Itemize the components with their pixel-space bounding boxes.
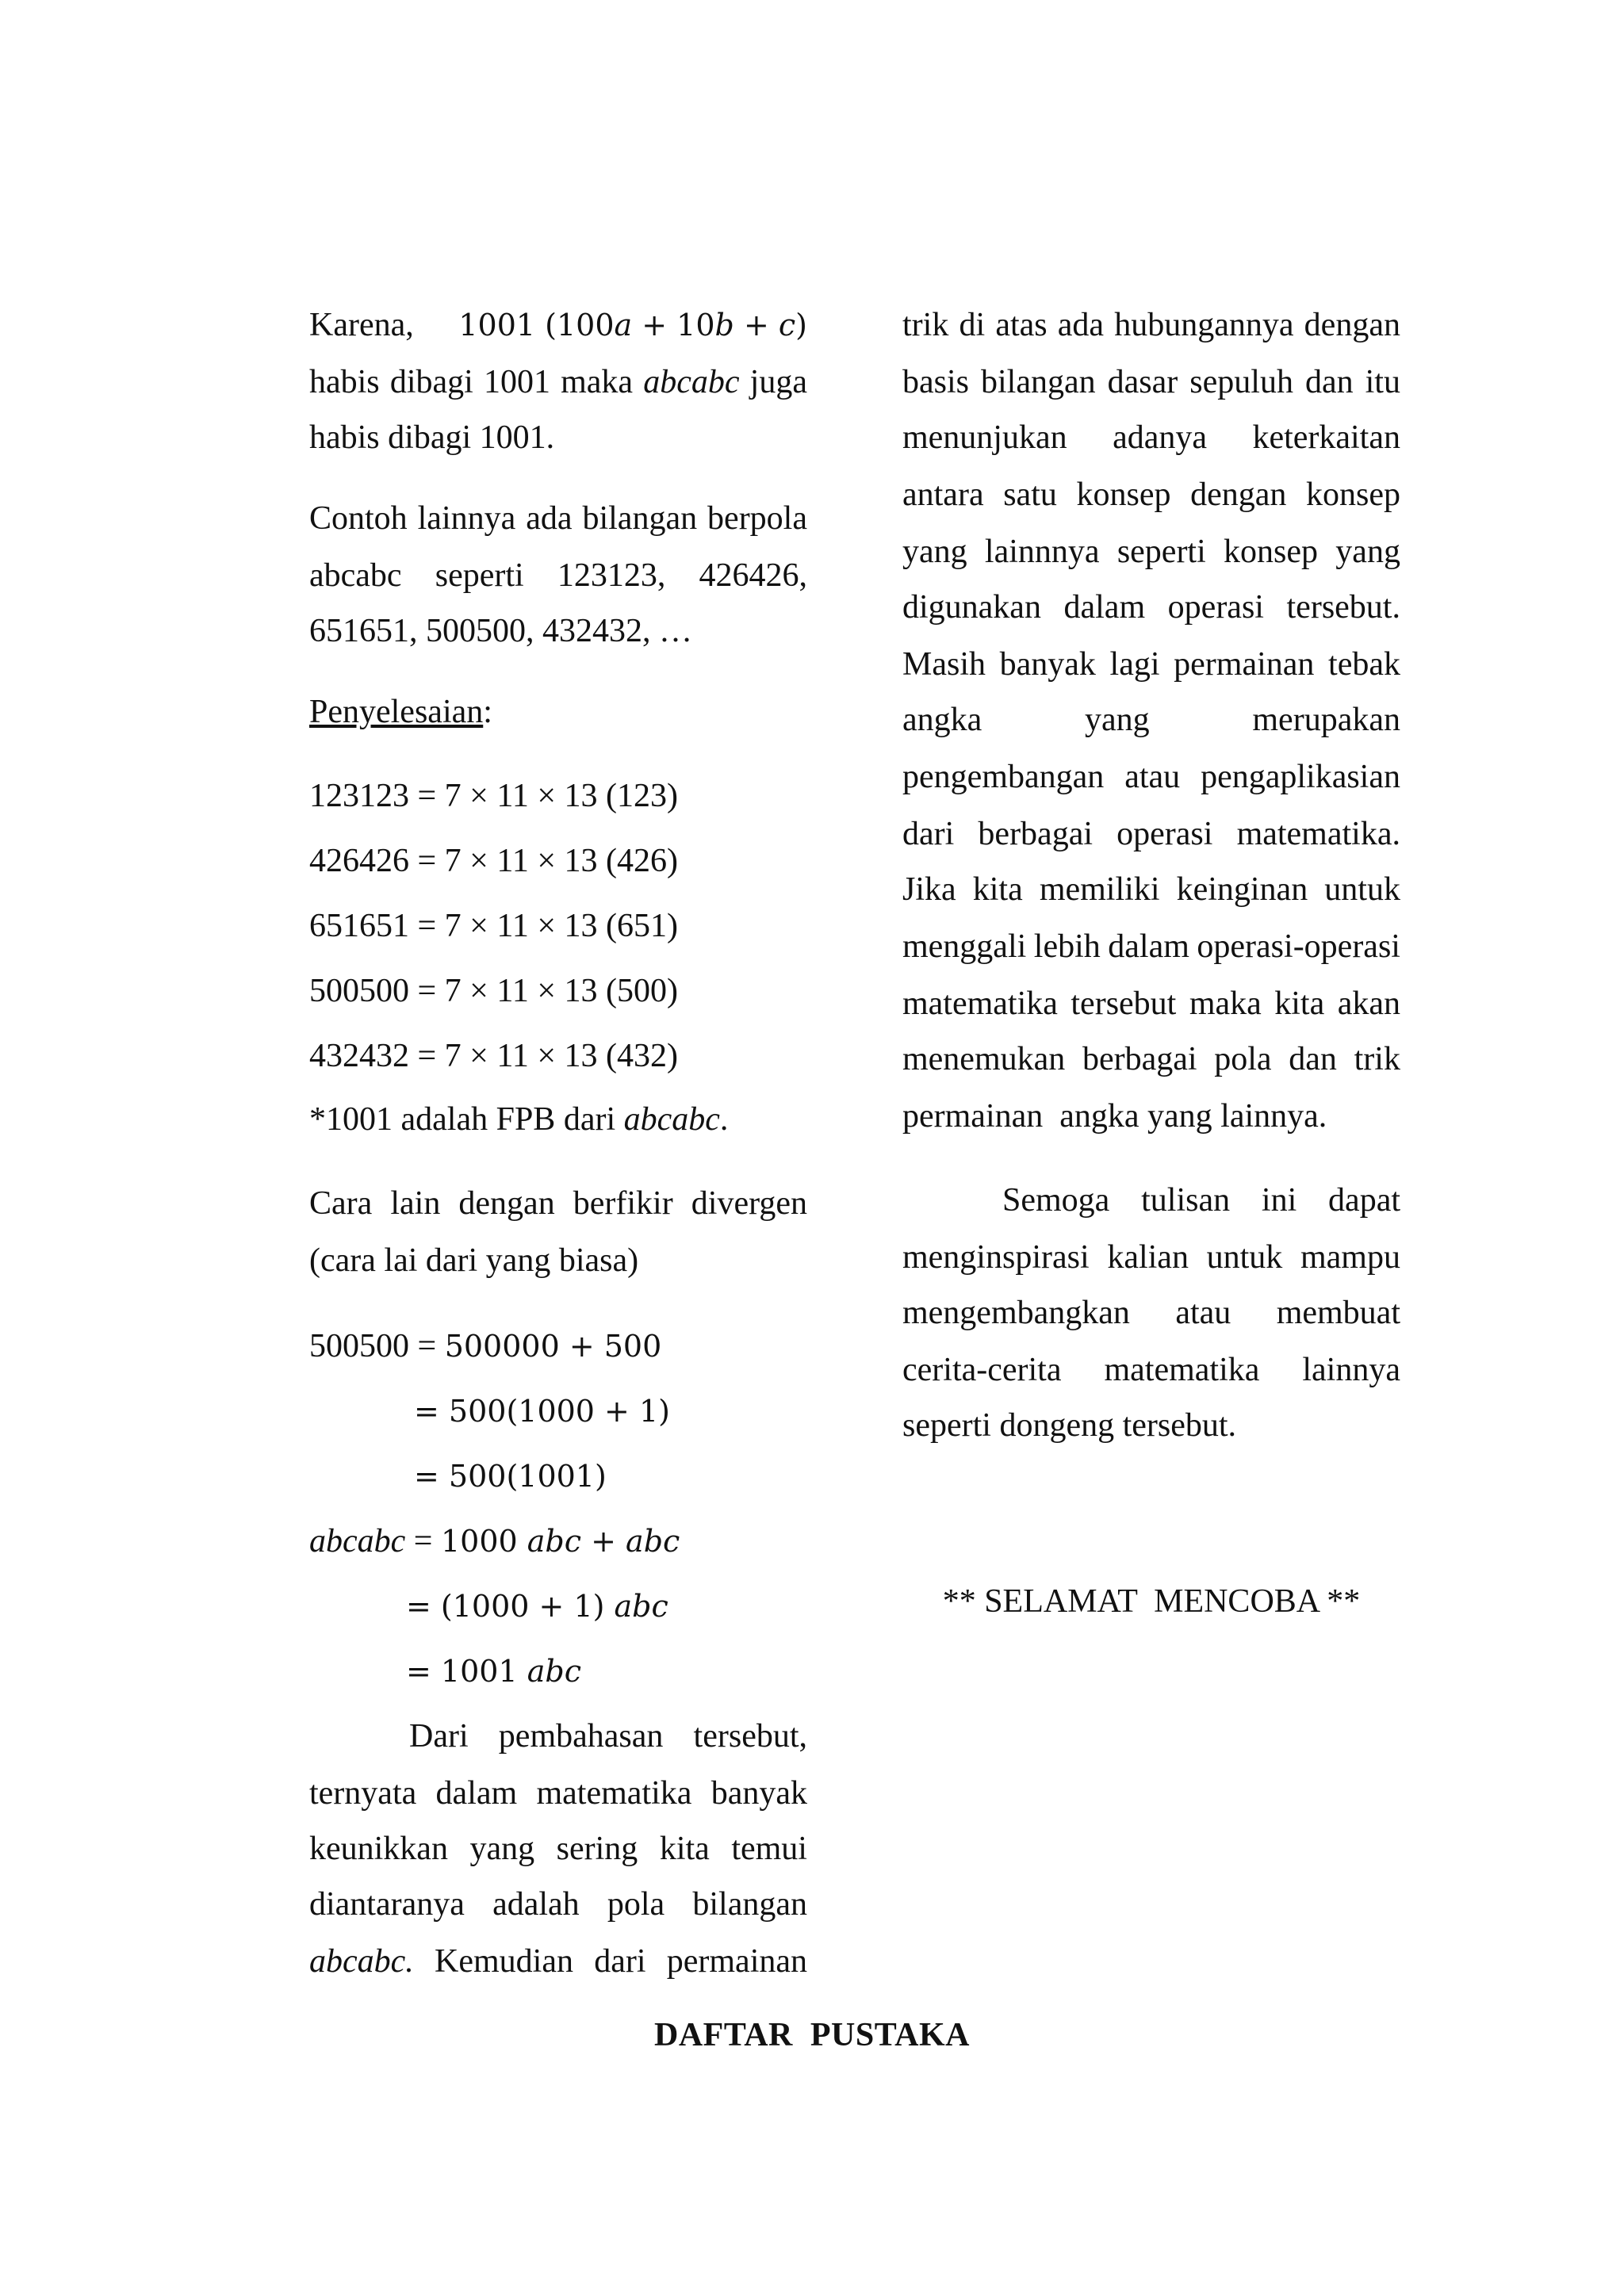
word: dengan	[458, 1185, 555, 1222]
word: seperti	[435, 557, 524, 594]
word: menggali	[902, 928, 1027, 965]
formula-var: b	[714, 308, 734, 342]
word: trik	[902, 307, 949, 343]
word: lebih	[1033, 928, 1101, 965]
word: 123123,	[557, 557, 666, 594]
word: dan	[1289, 1041, 1337, 1077]
word: dengan	[1304, 307, 1400, 343]
word: abcabc	[643, 364, 740, 400]
equation-eq: =	[405, 1523, 441, 1559]
word: abcabc	[309, 557, 402, 594]
factorization-line: 500500 = 7 × 11 × 13 (500)	[309, 973, 678, 1009]
word: tebak	[1328, 646, 1400, 683]
word: berbagai	[1082, 1041, 1197, 1077]
word: Jika	[902, 871, 956, 908]
formula-part: 1001 (100	[458, 308, 615, 342]
word: dari	[594, 1943, 646, 1980]
word: dalam	[1108, 928, 1189, 965]
word: atau	[1124, 759, 1181, 795]
text-line	[902, 1035, 1400, 1083]
word: 426426,	[699, 557, 807, 594]
solution-label: Penyelesaian	[309, 694, 484, 730]
equation-line	[309, 1322, 807, 1370]
word: di	[959, 307, 986, 343]
word: lainnnya	[984, 534, 1100, 570]
word: maka	[1189, 985, 1262, 1022]
formula-var: abc	[527, 1524, 582, 1559]
word: yang	[469, 1831, 535, 1867]
word: memiliki	[1039, 871, 1160, 908]
word: lain	[390, 1185, 441, 1222]
closing-line: ** SELAMAT MENCOBA **	[942, 1583, 1361, 1620]
word: operasi	[1167, 589, 1264, 626]
text-line	[309, 1938, 807, 1985]
word: pengaplikasian	[1201, 759, 1400, 795]
word: bilangan	[981, 364, 1096, 400]
formula-part: + 10	[632, 308, 715, 342]
word: dari	[902, 816, 955, 852]
equation-rhs: = 500(1000 + 1)	[414, 1394, 670, 1429]
equation-rhs: 500000 + 500	[444, 1329, 662, 1364]
word: menginspirasi	[902, 1239, 1090, 1276]
formula-var: abc	[527, 1654, 581, 1689]
factorization-line: 651651 = 7 × 11 × 13 (651)	[309, 908, 678, 944]
equation-line	[309, 1387, 912, 1435]
word: trik	[1354, 1041, 1400, 1077]
text-line	[902, 1177, 1400, 1224]
word: kalian	[1107, 1239, 1189, 1276]
text-line	[309, 1180, 807, 1227]
text-line	[902, 471, 1400, 519]
word: yang	[902, 534, 967, 570]
word: yang	[1335, 534, 1400, 570]
text-line	[902, 1346, 1400, 1394]
text-line	[902, 1234, 1400, 1281]
word: bilangan	[582, 500, 698, 537]
word: berfikir	[573, 1185, 673, 1222]
text-line	[309, 358, 807, 406]
word: maka	[561, 364, 634, 400]
word: konsep	[1305, 476, 1400, 513]
word: tulisan	[1141, 1182, 1231, 1219]
word: sering	[556, 1831, 638, 1867]
equation-rhs: = 1001	[406, 1654, 527, 1689]
word: banyak	[710, 1775, 807, 1812]
text-line	[309, 495, 807, 542]
word: tersebut.	[1286, 589, 1400, 626]
word: sepuluh	[1189, 364, 1293, 400]
solution-heading	[309, 688, 807, 736]
factorization-line: 123123 = 7 × 11 × 13 (123)	[309, 778, 678, 814]
text-line: seperti dongeng tersebut.	[902, 1407, 1237, 1444]
word: dan	[1304, 364, 1354, 400]
word: lainnya	[417, 500, 516, 537]
text-line	[902, 753, 1400, 801]
text-line	[902, 1289, 1400, 1337]
word: dalam	[435, 1775, 518, 1812]
word: ada	[1057, 307, 1105, 343]
equation-line	[309, 1452, 912, 1500]
formula-var: abc	[626, 1524, 680, 1559]
formula	[458, 301, 807, 349]
text-line	[902, 810, 1400, 858]
word: Dari	[409, 1718, 469, 1755]
word: habis	[309, 364, 380, 400]
text-line	[902, 641, 1400, 688]
word: matematika	[1104, 1352, 1260, 1388]
equation-rhs: = (1000 + 1)	[406, 1589, 615, 1624]
word: divergen	[691, 1185, 807, 1222]
word: kita	[1274, 985, 1325, 1022]
word: yang	[1085, 702, 1150, 738]
word: Cara	[309, 1185, 373, 1222]
formula-part: +	[733, 308, 779, 342]
word: dibagi	[389, 364, 473, 400]
equation-rhs: = 500(1001)	[414, 1459, 607, 1494]
word: konsep	[1076, 476, 1171, 513]
equation-rhs: 1000	[440, 1524, 527, 1559]
text-line	[902, 414, 1400, 461]
text-line	[309, 301, 807, 349]
word: tersebut	[1071, 985, 1177, 1022]
text-line	[902, 866, 1400, 913]
word: ternyata	[309, 1775, 417, 1812]
word: berbagai	[978, 816, 1094, 852]
word: dengan	[1190, 476, 1287, 513]
note-line	[309, 1096, 807, 1143]
equation-line	[309, 1647, 904, 1695]
word: konsep	[1224, 534, 1319, 570]
word: dapat	[1328, 1182, 1400, 1219]
word: mengembangkan	[902, 1295, 1130, 1331]
word: diantaranya	[309, 1886, 465, 1923]
word: untuk	[1206, 1239, 1283, 1276]
word: permainan	[666, 1943, 807, 1980]
equation-line	[309, 1517, 807, 1565]
word: lainnya	[1302, 1352, 1400, 1388]
word: atau	[1175, 1295, 1231, 1331]
word: satu	[1003, 476, 1057, 513]
factorization-line: 426426 = 7 × 11 × 13 (426)	[309, 843, 678, 879]
text-line: permainan angka yang lainnya.	[902, 1098, 1327, 1135]
word: seperti	[1116, 534, 1206, 570]
word: kita	[972, 871, 1023, 908]
text-line	[902, 301, 1400, 349]
word: Contoh	[309, 500, 408, 537]
word: dasar	[1107, 364, 1178, 400]
word: banyak	[999, 646, 1096, 683]
text-line: (cara lai dari yang biasa)	[309, 1242, 639, 1279]
word: operasi-operasi	[1197, 928, 1400, 965]
word: angka	[902, 702, 982, 738]
word: menemukan	[902, 1041, 1066, 1077]
word: cerita-cerita	[902, 1352, 1062, 1388]
text-line	[309, 1712, 807, 1760]
equation-lhs: abcabc	[309, 1523, 406, 1559]
word: abcabc.	[309, 1943, 414, 1980]
word: ini	[1261, 1182, 1297, 1219]
word: ada	[526, 500, 573, 537]
word: matematika	[902, 985, 1058, 1022]
word: itu	[1365, 364, 1400, 400]
equation-line	[309, 1582, 904, 1630]
word: mampu	[1300, 1239, 1400, 1276]
text-line	[309, 1770, 807, 1817]
word: akan	[1337, 985, 1400, 1022]
section-heading: DAFTAR PUSTAKA	[654, 2017, 970, 2053]
word: Kemudian	[435, 1943, 573, 1980]
word: keinginan	[1176, 871, 1308, 908]
note-italic: abcabc	[623, 1101, 720, 1138]
word: matematika	[536, 1775, 692, 1812]
word: operasi	[1116, 816, 1213, 852]
word: hubungannya	[1114, 307, 1294, 343]
text-line	[902, 980, 1400, 1027]
text-line	[309, 552, 807, 599]
word: untuk	[1324, 871, 1400, 908]
word: Karena,	[309, 307, 414, 343]
word: matematika.	[1236, 816, 1400, 852]
word: membuat	[1276, 1295, 1400, 1331]
word: 1001	[483, 364, 550, 400]
word: kita	[659, 1831, 710, 1867]
word: dalam	[1063, 589, 1146, 626]
text-line	[309, 1881, 807, 1928]
word: temui	[731, 1831, 807, 1867]
text-line: 651651, 500500, 432432, …	[309, 613, 692, 649]
word: pembahasan	[498, 1718, 664, 1755]
word: Semoga	[1002, 1182, 1110, 1219]
word: adalah	[492, 1886, 580, 1923]
word: keunikkan	[309, 1831, 448, 1867]
word: keterkaitan	[1252, 419, 1400, 456]
note-text: .	[719, 1101, 729, 1138]
text-line	[309, 1825, 807, 1873]
text-line	[902, 696, 1400, 744]
text-line: habis dibagi 1001.	[309, 419, 555, 456]
word: merupakan	[1252, 702, 1400, 738]
note-text: *1001 adalah FPB dari	[309, 1101, 624, 1138]
word: Masih	[902, 646, 986, 683]
word: digunakan	[902, 589, 1041, 626]
factorization-line: 432432 = 7 × 11 × 13 (432)	[309, 1038, 678, 1074]
word: basis	[902, 364, 969, 400]
equation-lhs: 500500 =	[309, 1328, 445, 1364]
word: bilangan	[692, 1886, 807, 1923]
word: menunjukan	[902, 419, 1067, 456]
word: tersebut,	[693, 1718, 807, 1755]
text-line	[902, 358, 1400, 406]
text-line	[902, 923, 1400, 970]
word: permainan	[1174, 646, 1315, 683]
colon: :	[483, 694, 492, 730]
equation-rhs: +	[581, 1524, 626, 1559]
formula-part: )	[795, 308, 807, 342]
text-line	[902, 584, 1400, 631]
word: atas	[995, 307, 1048, 343]
word: pola	[607, 1886, 665, 1923]
word: pola	[1214, 1041, 1272, 1077]
word: juga	[749, 364, 807, 400]
formula-var: abc	[614, 1589, 668, 1624]
word: antara	[902, 476, 984, 513]
formula-var: c	[778, 308, 796, 342]
formula-var: a	[614, 308, 633, 342]
text-line	[902, 528, 1400, 576]
word: lagi	[1109, 646, 1160, 683]
word: adanya	[1113, 419, 1207, 456]
word: pengembangan	[902, 759, 1105, 795]
word: berpola	[707, 500, 807, 537]
